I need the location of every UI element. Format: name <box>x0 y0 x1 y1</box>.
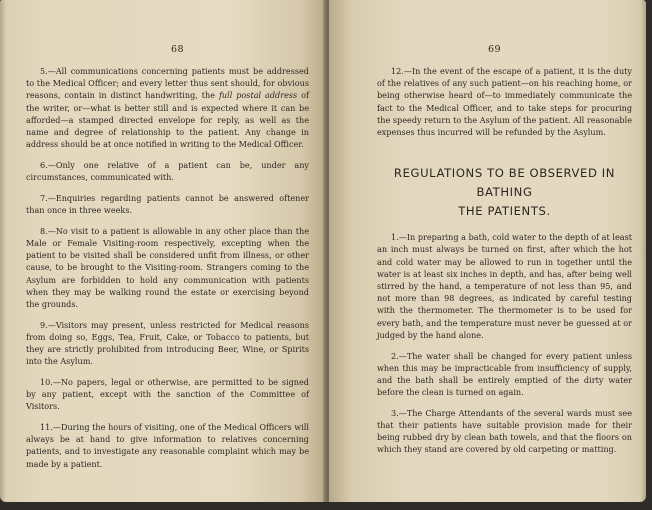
bathing-rule-2: 2.—The water shall be changed for every patient unless when this may be impracticable from insufficiency of supply, and the bath shall be entirely emptied of the dirty water before the clean is turned on again. <box>377 350 632 398</box>
section-heading <box>377 164 632 221</box>
paragraph-5-after: of the writer, or—what is better still and is expected where it can be afforded—a stamped directed envelope for reply, as well as the name and degree of relationship to the patient. Any change in address should be at once notified in writing to the Medical Officer. <box>26 90 309 150</box>
paragraph-6: 6.—Only one relative of a patient can be, under any circumstances, communicated with. <box>26 159 309 183</box>
bathing-rule-1: 1.—In preparing a bath, cold water to the depth of at least an inch must always be turned on first, after which the hot and cold water may be allowed to run in together until the water is at least six inches in depth, and has, after being well stirred by the hand, a temperature of not less than 95, and not more than 98 degrees, as indicated by careful testing with the thermometer. The thermometer is to be used for every bath, and the temperature must never be guessed at or judged by the hand alone. <box>377 232 632 340</box>
section-heading-line-1: REGULATIONS TO BE OBSERVED IN BATHING <box>393 166 616 200</box>
page-number-right: 69 <box>487 44 502 55</box>
right-edge-shadow <box>640 0 646 502</box>
paragraph-10: 10.—No papers, legal or otherwise, are permitted to be signed by any patient, except with the sanction of the Committee of Visitors. <box>26 376 309 412</box>
paragraph-5-before: 5.—All communications concerning patients must be addressed to the Medical Officer; and every letter thus sent should, for obvious reasons, contain in distinct handwriting, the <box>26 66 309 101</box>
paragraph-8: 8.—No visit to a patient is allowable in any other place than the Male or Female Visiting-room respectively, excepting when the patient to be visited shall be considered unfit from illness, or other cause, to be brought to the Visiting-room. Strangers coming to the Asylum are forbidden to hold any communication with patients when they may be walking round the estate or exercising beyond the grounds. <box>26 225 309 309</box>
paragraph-5 <box>26 65 309 150</box>
paragraph-12: 12.—In the event of the escape of a patient, it is the duty of the relatives of any such patient—on his reaching home, or being otherwise heard of—to immediately communicate the fact to the Medical Officer, and to take steps for procuring the speedy return to the Asylum of the patient. All reasonable expenses thus incurred will be refunded by the Asylum. <box>377 66 632 138</box>
page-number-left: 68 <box>170 44 185 55</box>
left-page <box>0 0 327 502</box>
paragraph-7: 7.—Enquiries regarding patients cannot be answered oftener than once in three weeks. <box>26 192 309 216</box>
right-page <box>329 0 646 502</box>
left-edge-shadow <box>0 0 6 502</box>
paragraph-9: 9.—Visitors may present, unless restricted for Medical reasons from doing so, Eggs, Tea, Fruit, Cake, or Tobacco to patients, but they are strictly prohibited from introducing Beer, Wine, or Spirits into the Asylum. <box>26 319 309 367</box>
bathing-rule-3: 3.—The Charge Attendants of the several wards must see that their patients have suitable provision made for their being rubbed dry by clean bath towels, and that the floors on which they stand are covered by old carpeting or matting. <box>377 407 632 455</box>
paragraph-11: 11.—During the hours of visiting, one of the Medical Officers will always be at hand to give information to relatives concerning patients, and to investigate any reasonable complaint which may be made by a patient. <box>26 422 309 469</box>
section-heading-line-2: THE PATIENTS. <box>458 204 551 219</box>
paragraph-5-emphasis: full postal address <box>218 90 298 101</box>
